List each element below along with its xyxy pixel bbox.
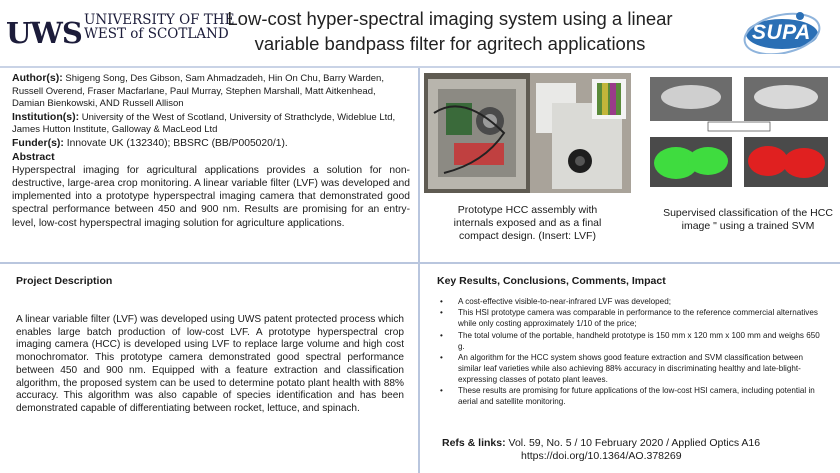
section-divider [0, 262, 840, 264]
result-text: The total volume of the portable, handheld prototype is 150 mm x 120 mm x 100 mm and weighs 650 g. [458, 330, 820, 351]
prototype-photo [424, 73, 631, 193]
results-list [440, 297, 822, 409]
institutions-line [12, 111, 410, 137]
result-item [440, 297, 822, 308]
header-divider [0, 66, 840, 68]
result-item [440, 353, 822, 386]
poster-info [12, 72, 410, 230]
results-heading: Key Results, Conclusions, Comments, Impact [437, 275, 666, 287]
institutions-label: Institution(s): [12, 110, 80, 123]
funders-label: Funder(s): [12, 136, 64, 149]
institutions-text: University of the West of Scotland, University of Strathclyde, Wideblue Ltd, James Hutton Institute, Galloway & MacLeod Ltd [12, 111, 396, 135]
refs-label: Refs & links: [442, 437, 506, 449]
bullet-icon: • [440, 330, 443, 340]
column-divider [418, 68, 420, 473]
bullet-icon: • [440, 386, 443, 396]
result-text: An algorithm for the HCC system shows good feature extraction and SVM classification between similar leaf varieties while also achieving 88% accuracy in discriminating healthy and late-blight-expressing classes of potato plant leaves. [458, 353, 804, 384]
abstract-text: Hyperspectral imaging for agricultural applications provides a solution for non-destructive, large-area crop monitoring. A linear variable filter (LVF) was developed and implemented into a prototype hyperspectral imaging camera that demonstrated good spectral performance between 450 and 900 nm. Results are promising for an entry-level, low-cost hyperspectral imaging solution for agriculture applications. [12, 164, 410, 229]
project-body: A linear variable filter (LVF) was developed using UWS patent protected process which enables large batch production of low-cost LVF. A prototype hyperspectral crop imaging camera (HCC) is developed using LVF to replace large volume and high cost monochromator. This prototype camera demonstrated good spectral performance between 450 and 900 nm. Equipped with a feature extraction and classification algorithm, the proposed system can be used to determine potato plant health with 88% accuracy. This algorithm was also capable of species identification and has been demonstrated capable of differentiating between rocket, lettuce, and spinach. [16, 314, 404, 414]
funders-text: Innovate UK (132340); BBSRC (BB/P005020/1). [66, 137, 288, 149]
result-text: This HSI prototype camera was comparable in performance to the reference commercial alternatives while only costing approximately 1/10 of the price; [458, 308, 818, 329]
authors-label: Author(s): [12, 72, 63, 84]
abstract-heading: Abstract [12, 151, 55, 163]
uws-logo-name [84, 13, 234, 41]
result-item [440, 386, 822, 408]
bullet-icon: • [440, 353, 443, 363]
uws-logo-line1: UNIVERSITY OF THE [84, 12, 235, 28]
result-item [440, 308, 822, 330]
figure-caption-2: Supervised classification of the HCC image " using a trained SVM [663, 207, 833, 232]
refs-text: Vol. 59, No. 5 / 10 February 2020 / Applied Optics A16 [508, 437, 761, 449]
doi-link[interactable]: https://doi.org/10.1364/AO.378269 [521, 450, 682, 463]
uws-logo-mark: UWS [6, 16, 82, 50]
supa-logo-text: SUPA [752, 21, 811, 44]
bullet-icon: • [440, 308, 443, 318]
result-text: A cost-effective visible-to-near-infrared LVF was developed; [458, 297, 671, 306]
funders-line [12, 137, 410, 151]
references [442, 437, 827, 464]
authors-text: Shigeng Song, Des Gibson, Sam Ahmadzadeh, Hin On Chu, Barry Warden, Russell Overend, Fraser Macfarlane, Paul Murray, Stephen Marshall, Matt Aitkenhead, Damian Bienkowski, AND Russell Allison [12, 73, 384, 109]
result-text: These results are promising for future applications of the low-cost HSI camera, including potential in aerial and satellite monitoring. [458, 386, 815, 407]
figure-caption-1: Prototype HCC assembly with internals exposed and as a final compact design. (Insert: LVF) [453, 204, 602, 242]
classification-figure [648, 73, 832, 198]
project-heading: Project Description [16, 275, 113, 287]
authors-line [12, 72, 410, 111]
uws-logo-line2: WEST of SCOTLAND [84, 26, 229, 42]
poster-title: Low-cost hyper-spectral imaging system using a linear variable bandpass filter for agritech applications [227, 8, 673, 54]
result-item [440, 331, 822, 353]
bullet-icon: • [440, 297, 443, 306]
poster-header [0, 0, 840, 66]
